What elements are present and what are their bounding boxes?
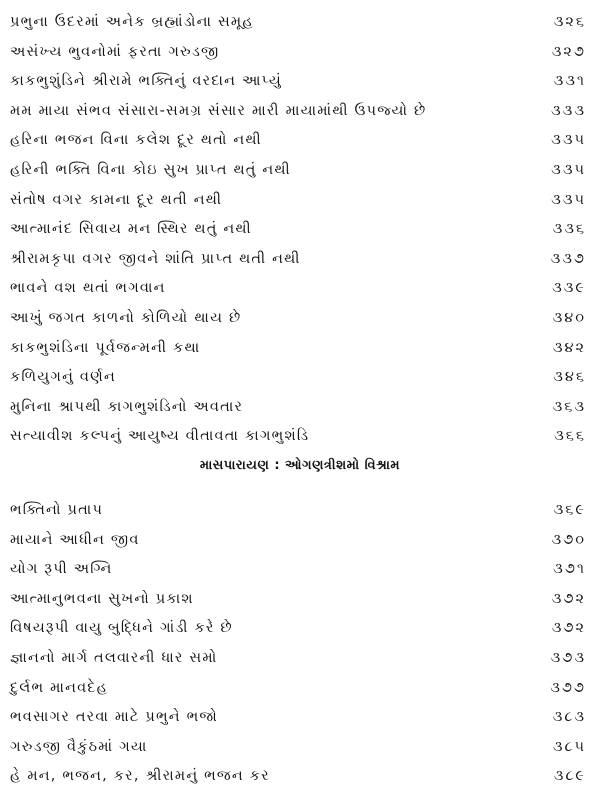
toc-entry xyxy=(0,644,600,674)
toc-entry-page-number: ૩૭૨ xyxy=(551,590,586,607)
toc-entry-title: કાકભુશુંડિને શ્રીરામે ભક્તિનું વરદાન આપ્યું xyxy=(10,73,282,90)
toc-entry-title: આખું જગત કાળનો કોળિયો થાય છે xyxy=(10,309,242,326)
toc-entry-title: ભવસાગર તરવા માટે પ્રભુને ભજો xyxy=(10,709,218,726)
toc-entry xyxy=(0,762,600,792)
toc-entry-page-number: ૩૩૫ xyxy=(551,191,586,208)
toc-entry xyxy=(0,555,600,585)
toc-entry-page-number: ૩૨૭ xyxy=(551,43,586,60)
toc-entry-title: હરિના ભજન વિના કલેશ દૂર થતો નથી xyxy=(10,132,262,149)
toc-entry-title: સત્યાવીશ કલ્પનું આયુષ્ય વીતાવતા કાગભુશંડિ xyxy=(10,428,310,445)
toc-entry xyxy=(0,97,600,127)
toc-entry xyxy=(0,334,600,364)
toc-entry-page-number: ૩૬૬ xyxy=(554,428,586,445)
toc-entry-page-number: ૩૩૯ xyxy=(552,280,586,297)
toc-entry xyxy=(0,393,600,423)
toc-entry xyxy=(0,304,600,334)
toc-entry-title: કાકભુશંડિના પૂર્વજન્મની કથા xyxy=(10,339,201,356)
toc-entry-title: સંતોષ વગર કામના દૂર થતી નથી xyxy=(10,191,223,208)
toc-entry-title: હે મન, ભજન, કર, શ્રીરામનું ભજન કર xyxy=(10,768,270,785)
toc-entry-page-number: ૩૨૬ xyxy=(553,14,586,30)
toc-entry-title: ભક્તિનો પ્રતાપ xyxy=(10,502,104,518)
toc-entry-page-number: ૩૭૦ xyxy=(551,531,586,548)
toc-entry xyxy=(0,274,600,304)
toc-entry xyxy=(0,363,600,393)
toc-entry-page-number: ૩૩૬ xyxy=(552,221,586,238)
toc-entry-title: ભાવને વશ થતાં ભગવાન xyxy=(10,280,166,297)
toc-entry-page-number: ૩૮૩ xyxy=(552,709,586,726)
toc-entry xyxy=(0,422,600,452)
toc-entry-page-number: ૩૩૫ xyxy=(551,132,586,149)
toc-entry xyxy=(0,186,600,216)
toc-entry xyxy=(0,245,600,275)
toc-entry-page-number: ૩૪૨ xyxy=(552,339,586,356)
toc-entry xyxy=(0,614,600,644)
toc-entry-page-number: ૩૬૩ xyxy=(552,398,586,415)
toc-entry-page-number: ૩૬૯ xyxy=(553,502,586,518)
toc-entry-page-number: ૩૪૬ xyxy=(553,369,586,386)
toc-entry-title: શ્રીરામકૃપા વગર જીવને શાંતિ પ્રાપ્ત થતી નથી xyxy=(10,250,301,267)
toc-entry xyxy=(0,38,600,68)
toc-entry-page-number: ૩૩૧ xyxy=(553,73,586,90)
toc-entry xyxy=(0,526,600,556)
toc-entry xyxy=(0,496,600,526)
toc-entry-title: અસંખ્ય ભુવનોમાં ફરતા ગરુડજી xyxy=(10,43,220,60)
toc-entry-title: આત્માનંદ સિવાય મન સ્થિર થતું નથી xyxy=(10,221,252,238)
toc-entry-page-number: ૩૮૫ xyxy=(552,738,586,755)
toc-entry xyxy=(0,733,600,763)
section-heading: માસપારાયણ : ઓગણત્રીશમો વિશ્રામ xyxy=(199,458,401,473)
toc-entry-title: ગરુડજી વૈકુંઠમાં ગયા xyxy=(10,738,148,755)
toc-entry-page-number: ૩૩૭ xyxy=(550,250,586,267)
toc-entry xyxy=(0,703,600,733)
toc-entry-title: હરિની ભક્તિ વિના કોઇ સુખ પ્રાપ્ત થતું નથી xyxy=(10,161,291,178)
toc-entry-page-number: ૩૭૨ xyxy=(551,620,586,637)
toc-entry-title: માયાને આધીન જીવ xyxy=(10,531,140,548)
toc-entry-page-number: ૩૭૧ xyxy=(553,561,586,578)
toc-entry-title: જ્ઞાનનો માર્ગ તલવારની ધાર સમો xyxy=(10,649,218,666)
toc-entry-title: કળિયુગનું વર્ણન xyxy=(10,369,116,386)
toc-entry-title: મુનિના શ્રાપથી કાગભુશંડિનો અવતાર xyxy=(10,398,244,415)
toc-entry-title: દુર્લભ માનવદેહ xyxy=(10,679,109,696)
toc-list-section-2 xyxy=(0,496,600,792)
toc-entry-title: આત્માનુભવના સુખનો પ્રકાશ xyxy=(10,590,194,607)
toc-entry xyxy=(0,585,600,615)
toc-entry xyxy=(0,674,600,704)
toc-entry-page-number: ૩૮૯ xyxy=(553,768,586,785)
toc-entry-page-number: ૩૩૩ xyxy=(551,102,586,119)
toc-entry xyxy=(0,215,600,245)
toc-entry-page-number: ૩૩૫ xyxy=(551,161,586,178)
toc-entry-page-number: ૩૭૭ xyxy=(550,679,586,696)
toc-entry-page-number: ૩૪૦ xyxy=(552,309,586,326)
toc-entry xyxy=(0,156,600,186)
toc-list-section-1 xyxy=(0,8,600,452)
toc-entry xyxy=(0,8,600,38)
toc-entry xyxy=(0,67,600,97)
toc-entry xyxy=(0,126,600,156)
toc-entry-title: વિષયરૂપી વાયુ બુદ્ધિને ગાંડી કરે છે xyxy=(10,620,233,637)
toc-entry-title: યોગ રૂપી અગ્નિ xyxy=(10,561,113,578)
toc-entry-page-number: ૩૭૩ xyxy=(550,649,586,666)
toc-entry-title: મમ માયા સંભવ સંસારા-સમગ્ર સંસાર મારી માયામાંથી ઉપજ્યો છે xyxy=(10,102,427,119)
toc-entry-title: પ્રભુના ઉદરમાં અનેક બ્રહ્માંડોના સમૂહ xyxy=(10,14,254,30)
